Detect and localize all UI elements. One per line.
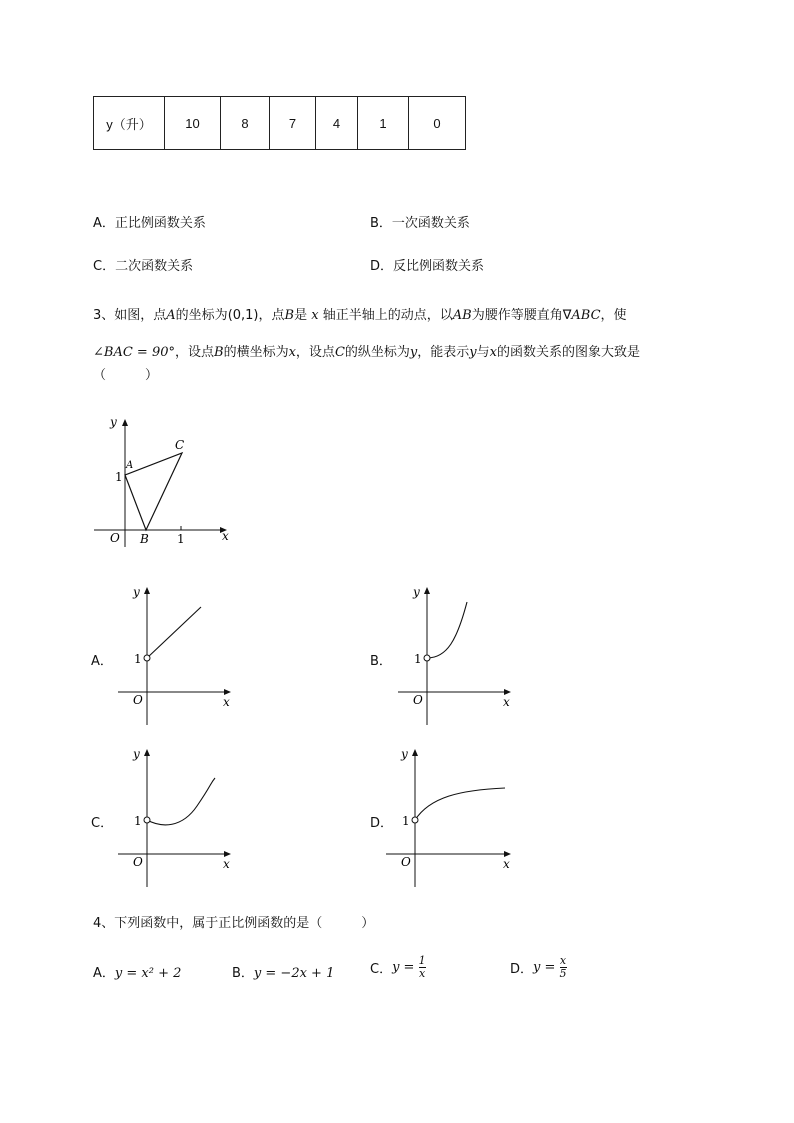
q2-option-d[interactable]: D．反比例函数关系 <box>370 259 485 274</box>
table-cell: 8 <box>221 97 270 150</box>
label-y: y <box>110 415 117 429</box>
option-label: B． <box>232 966 254 981</box>
curve <box>427 602 467 658</box>
q2-option-b[interactable]: B．一次函数关系 <box>370 216 470 231</box>
label-a: A <box>126 460 134 471</box>
q3-option-d-label[interactable]: D． <box>370 816 394 831</box>
expression: y = <box>392 960 415 975</box>
text: ，使 <box>600 308 627 323</box>
label-origin: O <box>133 693 143 707</box>
var-b: B <box>284 308 295 323</box>
option-label: A． <box>93 966 115 981</box>
q4-option-d[interactable] <box>510 955 567 980</box>
var-ab: AB <box>452 308 472 323</box>
q4-option-c[interactable] <box>370 955 426 980</box>
open-point <box>144 817 150 823</box>
angle-expr: ∠BAC = 90° <box>93 345 175 360</box>
text: ，点 <box>258 308 285 323</box>
table-cell: 0 <box>409 97 466 150</box>
text: 轴正半轴上的动点，以 <box>322 308 453 323</box>
label-y: y <box>133 747 140 761</box>
label-one: 1 <box>402 814 410 828</box>
label-one-y: 1 <box>115 470 123 484</box>
text: ，设点 <box>174 345 214 360</box>
denominator: x <box>418 967 426 980</box>
var-y: y <box>409 345 418 360</box>
curve <box>415 788 505 820</box>
var-b: B <box>214 345 224 360</box>
q3-figure <box>88 412 248 552</box>
text: 为腰作等腰直角∇ <box>471 308 572 323</box>
text: 的函数关系的图象大致是 <box>497 345 641 360</box>
option-label: C． <box>370 962 393 977</box>
q3-option-c-label[interactable]: C． <box>91 816 114 831</box>
expression: y = <box>533 960 556 975</box>
label-x: x <box>222 529 229 543</box>
q3-graph-d[interactable] <box>380 742 520 892</box>
table-cell: 7 <box>270 97 316 150</box>
open-point <box>412 817 418 823</box>
fraction <box>419 955 426 980</box>
text: ，设点 <box>295 345 335 360</box>
label-one-x: 1 <box>177 532 185 546</box>
text: 3、如图，点 <box>93 308 167 323</box>
label-one: 1 <box>134 652 142 666</box>
label-origin: O <box>401 855 411 869</box>
fraction <box>560 955 567 980</box>
numerator: 1 <box>418 954 426 967</box>
expression: y = −2x + 1 <box>253 966 335 981</box>
q3-stem-line1 <box>93 304 627 323</box>
data-table <box>93 96 466 150</box>
text: ，能表示 <box>417 345 470 360</box>
label-x: x <box>223 857 230 871</box>
var-y: y <box>469 345 477 360</box>
label-origin: O <box>110 531 120 545</box>
label-c: C <box>175 438 185 452</box>
table-row-label: y（升） <box>94 97 165 150</box>
q3-option-b-label[interactable]: B． <box>370 654 392 669</box>
var-x: x <box>311 308 319 323</box>
triangle-abc <box>125 453 182 530</box>
text: 的横坐标为 <box>223 345 289 360</box>
var-x: x <box>288 345 296 360</box>
label-one: 1 <box>134 814 142 828</box>
var-c: C <box>334 345 345 360</box>
q3-graph-b[interactable] <box>392 580 522 730</box>
table-cell: 4 <box>316 97 358 150</box>
label-x: x <box>503 695 510 709</box>
label-b: B <box>140 532 149 546</box>
text: 的纵坐标为 <box>344 345 410 360</box>
numerator: x <box>559 954 567 967</box>
curve <box>147 778 215 825</box>
label-y: y <box>413 585 420 599</box>
label-one: 1 <box>414 652 422 666</box>
text: 是 <box>294 308 308 323</box>
var-x: x <box>489 345 497 360</box>
var-a: A <box>166 308 176 323</box>
q4-option-b[interactable] <box>232 962 334 981</box>
q3-option-a-label[interactable]: A． <box>91 654 113 669</box>
text: 与 <box>476 345 490 360</box>
label-origin: O <box>413 693 423 707</box>
table-row <box>94 97 466 150</box>
open-point <box>424 655 430 661</box>
coordinate: (0,1) <box>227 308 259 323</box>
q2-option-c[interactable]: C．二次函数关系 <box>93 259 194 274</box>
label-y: y <box>133 585 140 599</box>
label-x: x <box>223 695 230 709</box>
text: 的坐标为 <box>175 308 228 323</box>
option-label: D． <box>510 962 534 977</box>
q4-stem: 4、下列函数中，属于正比例函数的是（ ） <box>93 916 375 931</box>
denominator: 5 <box>559 967 567 980</box>
table-cell: 10 <box>165 97 221 150</box>
open-point <box>144 655 150 661</box>
q3-answer-paren: （ ） <box>93 368 159 383</box>
q2-option-a[interactable]: A．正比例函数关系 <box>93 216 206 231</box>
table-cell: 1 <box>358 97 409 150</box>
q4-option-a[interactable] <box>93 962 181 981</box>
q3-stem-line2 <box>93 341 640 360</box>
label-x: x <box>503 857 510 871</box>
q3-graph-c[interactable] <box>112 742 242 892</box>
var-abc: ABC <box>571 308 601 323</box>
curve <box>147 607 201 658</box>
label-y: y <box>401 747 408 761</box>
label-origin: O <box>133 855 143 869</box>
expression: y = x² + 2 <box>114 966 182 981</box>
q3-graph-a[interactable] <box>112 580 242 730</box>
